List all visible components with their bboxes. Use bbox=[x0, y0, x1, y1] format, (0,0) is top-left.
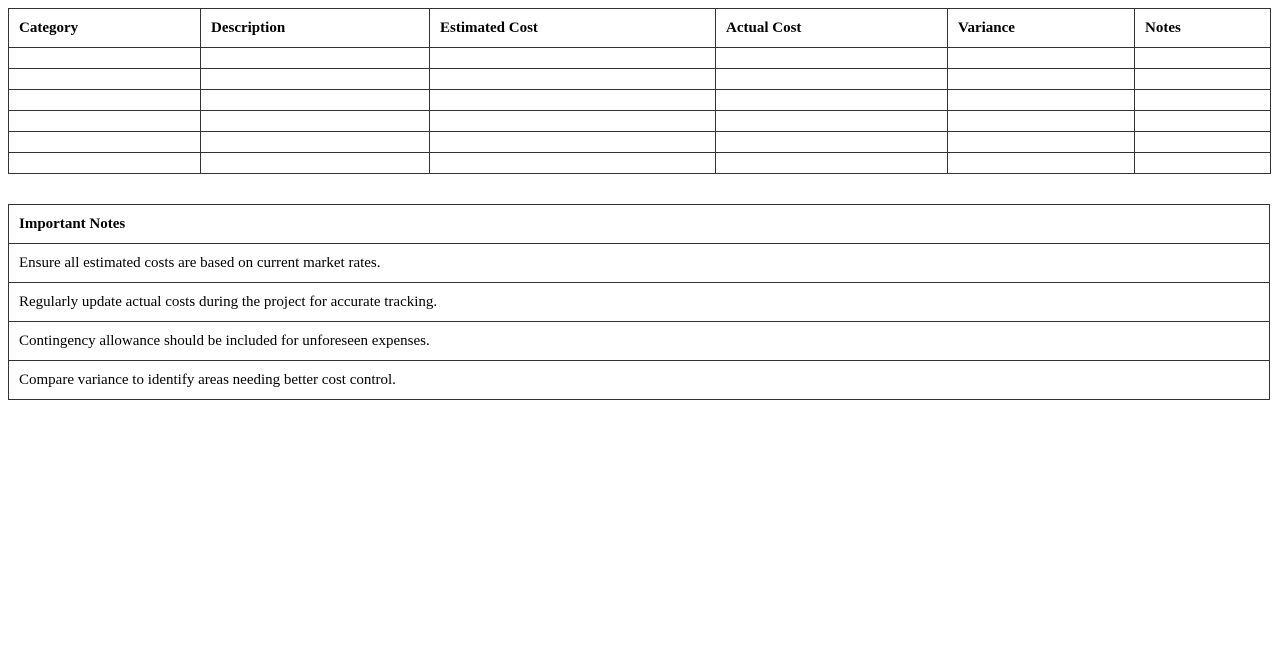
table-row bbox=[9, 48, 1271, 69]
column-header-variance: Variance bbox=[948, 9, 1135, 48]
table-cell bbox=[1135, 153, 1271, 174]
table-cell bbox=[9, 153, 201, 174]
note-text: Contingency allowance should be included for unforeseen expenses. bbox=[9, 322, 1270, 361]
list-item bbox=[9, 244, 1270, 283]
table-cell bbox=[430, 153, 716, 174]
table-row bbox=[9, 90, 1271, 111]
list-item bbox=[9, 322, 1270, 361]
note-text: Ensure all estimated costs are based on current market rates. bbox=[9, 244, 1270, 283]
table-cell bbox=[948, 132, 1135, 153]
table-cell bbox=[948, 153, 1135, 174]
list-item bbox=[9, 361, 1270, 400]
table-cell bbox=[948, 69, 1135, 90]
table-cell bbox=[9, 111, 201, 132]
table-cell bbox=[201, 153, 430, 174]
notes-title: Important Notes bbox=[9, 205, 1270, 244]
table-cell bbox=[1135, 111, 1271, 132]
table-cell bbox=[201, 132, 430, 153]
table-cell bbox=[716, 111, 948, 132]
table-cell bbox=[1135, 90, 1271, 111]
table-cell bbox=[9, 132, 201, 153]
column-header-actual-cost: Actual Cost bbox=[716, 9, 948, 48]
column-header-notes: Notes bbox=[1135, 9, 1271, 48]
table-cell bbox=[716, 90, 948, 111]
table-cell bbox=[430, 69, 716, 90]
table-cell bbox=[716, 153, 948, 174]
table-cell bbox=[430, 48, 716, 69]
table-cell bbox=[201, 48, 430, 69]
table-header-row bbox=[9, 9, 1271, 48]
table-cell bbox=[716, 48, 948, 69]
column-header-description: Description bbox=[201, 9, 430, 48]
budget-table bbox=[8, 8, 1271, 174]
table-cell bbox=[716, 132, 948, 153]
table-row bbox=[9, 69, 1271, 90]
table-cell bbox=[9, 48, 201, 69]
table-cell bbox=[1135, 132, 1271, 153]
list-item bbox=[9, 283, 1270, 322]
note-text: Compare variance to identify areas needing better cost control. bbox=[9, 361, 1270, 400]
table-cell bbox=[9, 90, 201, 111]
column-header-estimated-cost: Estimated Cost bbox=[430, 9, 716, 48]
table-cell bbox=[948, 48, 1135, 69]
notes-header-row bbox=[9, 205, 1270, 244]
table-cell bbox=[430, 90, 716, 111]
column-header-category: Category bbox=[9, 9, 201, 48]
note-text: Regularly update actual costs during the project for accurate tracking. bbox=[9, 283, 1270, 322]
table-cell bbox=[201, 90, 430, 111]
table-row bbox=[9, 132, 1271, 153]
table-row bbox=[9, 153, 1271, 174]
table-cell bbox=[430, 132, 716, 153]
table-row bbox=[9, 111, 1271, 132]
table-cell bbox=[201, 69, 430, 90]
table-cell bbox=[201, 111, 430, 132]
table-cell bbox=[430, 111, 716, 132]
table-cell bbox=[948, 111, 1135, 132]
table-cell bbox=[1135, 69, 1271, 90]
table-cell bbox=[948, 90, 1135, 111]
table-cell bbox=[716, 69, 948, 90]
important-notes-table bbox=[8, 204, 1270, 400]
table-cell bbox=[9, 69, 201, 90]
table-cell bbox=[1135, 48, 1271, 69]
